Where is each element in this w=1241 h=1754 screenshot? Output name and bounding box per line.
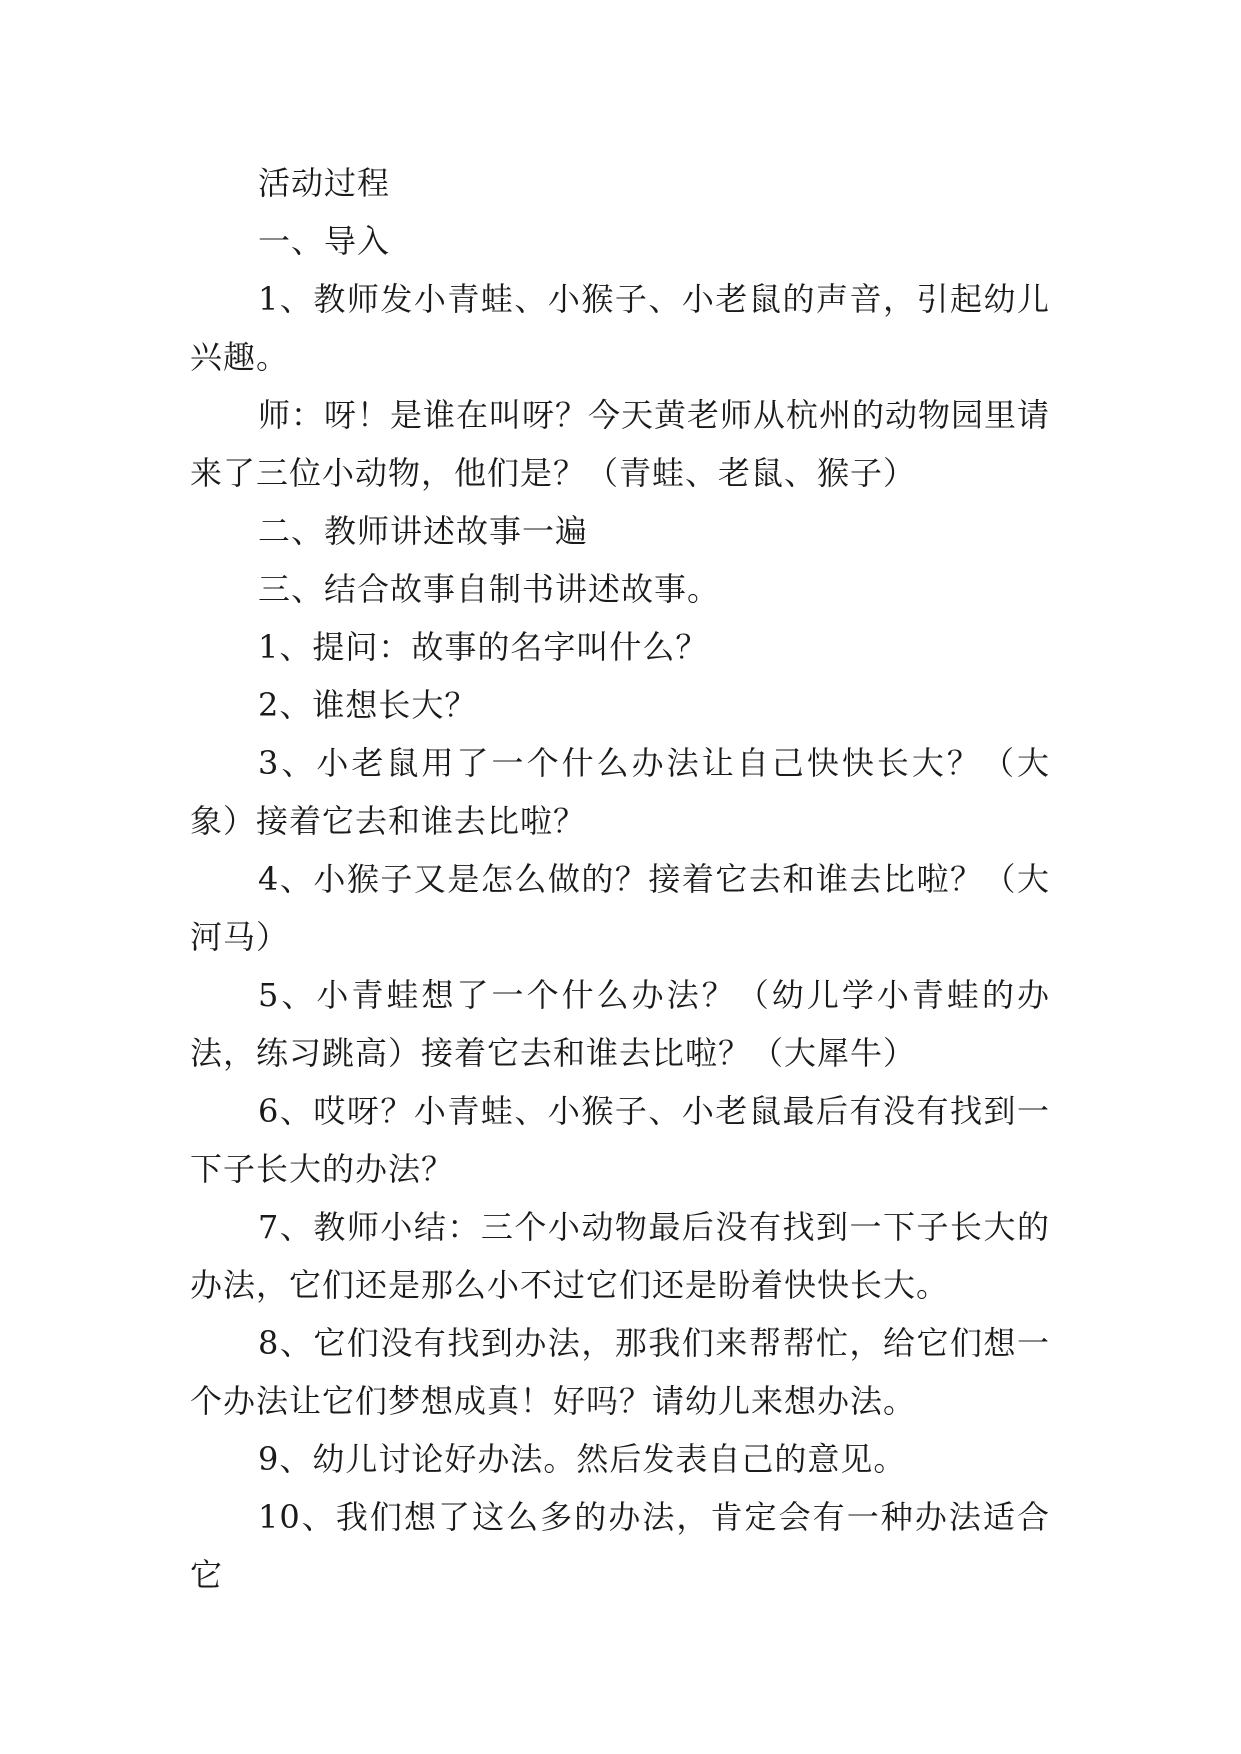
paragraph-step-1: 1、教师发小青蛙、小猴子、小老鼠的声音，引起幼儿兴趣。 [190,280,1050,376]
item-9: 9、幼儿讨论好办法。然后发表自己的意见。 [258,1440,907,1478]
summary-7: 7、教师小结：三个小动物最后没有找到一下子长大的办法，它们还是那么小不过它们还是盼着快快长大。 [190,1208,1050,1304]
question-2: 2、谁想长大？ [258,686,478,724]
section-heading-story-telling: 二、教师讲述故事一遍 [258,512,589,550]
question-3: 3、小老鼠用了一个什么办法让自己快快长大？（大象）接着它去和谁去比啦？ [190,744,1050,840]
item-10: 10、我们想了这么多的办法，肯定会有一种办法适合它 [190,1498,1050,1594]
paragraph-teacher-dialogue: 师：呀！是谁在叫呀？今天黄老师从杭州的动物园里请来了三位小动物，他们是？（青蛙、老鼠、猴子） [190,396,1051,492]
question-6: 6、哎呀？小青蛙、小猴子、小老鼠最后有没有找到一下子长大的办法？ [190,1092,1050,1188]
document-body [190,154,1050,1604]
question-1: 1、提问：故事的名字叫什么？ [258,628,709,666]
section-heading-introduction: 一、导入 [258,222,391,260]
question-5: 5、小青蛙想了一个什么办法？（幼儿学小青蛙的办法，练习跳高）接着它去和谁去比啦？（大犀牛） [190,976,1050,1072]
section-heading-book-story: 三、结合故事自制书讲述故事。 [258,570,721,608]
section-title-activity-process: 活动过程 [258,164,391,202]
question-4: 4、小猴子又是怎么做的？接着它去和谁去比啦？（大河马） [190,860,1050,956]
item-8: 8、它们没有找到办法，那我们来帮帮忙，给它们想一个办法让它们梦想成真！好吗？请幼儿来想办法。 [190,1324,1050,1420]
